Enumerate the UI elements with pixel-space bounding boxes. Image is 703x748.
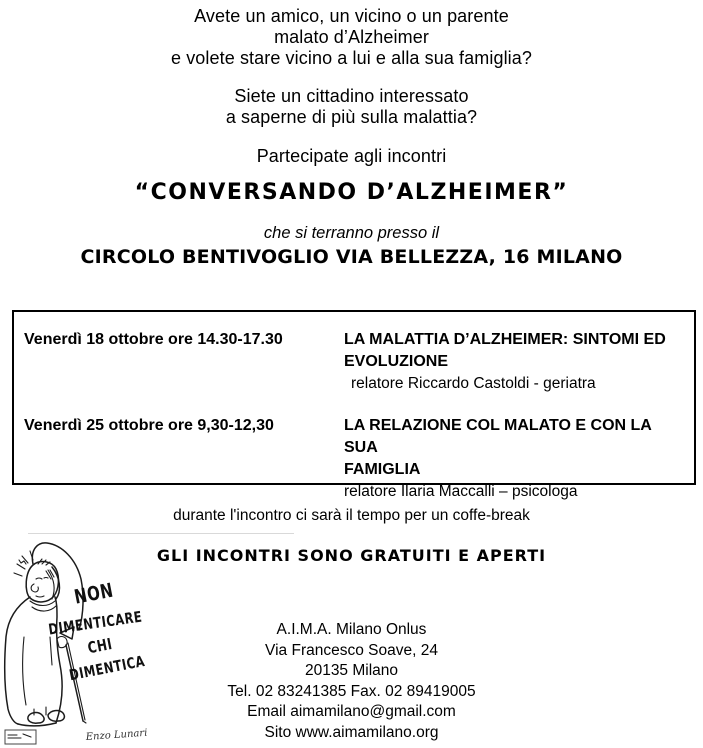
session-topic: [344, 415, 694, 503]
schedule-row: [24, 329, 694, 395]
contact-block: [0, 620, 703, 743]
svg-text:NON: NON: [72, 579, 116, 610]
intro-line: Avete un amico, un vicino o un parente: [194, 6, 509, 26]
participate-line: Partecipate agli incontri: [256, 146, 447, 166]
scan-edge-line: [28, 533, 294, 534]
coffee-break-note: durante l'incontro ci sarà il tempo per un coffe-break: [173, 507, 530, 524]
svg-text:CHI: CHI: [86, 635, 115, 658]
phone-fax-line: Tel. 02 83241385 Fax. 02 89419005: [227, 682, 476, 700]
venue-intro-line: che si terranno presso il: [263, 224, 440, 242]
intro-line: Siete un cittadino interessato: [234, 86, 469, 106]
schedule-row: [24, 415, 694, 503]
website-line: Sito www.aimamilano.org: [264, 723, 439, 741]
intro-block-1: [0, 6, 703, 69]
session-topic: [344, 329, 694, 395]
session-date: Venerdì 25 ottobre ore 9,30-12,30: [24, 417, 274, 434]
intro-line: e volete stare vicino a lui e alla sua famiglia?: [171, 48, 532, 68]
session-date: Venerdì 18 ottobre ore 14.30-17.30: [24, 331, 283, 348]
organization-name: A.I.M.A. Milano Onlus: [276, 621, 427, 638]
venue-line: CIRCOLO BENTIVOGLIO VIA BELLEZZA, 16 MILANO: [80, 246, 623, 268]
intro-line: a saperne di più sulla malattia?: [225, 107, 478, 127]
session-title-line: LA RELAZIONE COL MALATO E CON LA SUA: [344, 417, 652, 456]
svg-text:DIMENTICA: DIMENTICA: [68, 653, 147, 685]
artist-signature: Enzo Lunari: [85, 727, 148, 743]
address-line: Via Francesco Soave, 24: [265, 641, 438, 659]
svg-text:DIMENTICARE: DIMENTICARE: [47, 609, 144, 640]
intro-line: malato d’Alzheimer: [274, 27, 429, 47]
city-line: 20135 Milano: [304, 662, 399, 679]
session-speaker: relatore Ilaria Maccalli – psicologa: [344, 483, 578, 500]
session-title-line: EVOLUZIONE: [344, 353, 449, 370]
session-speaker: relatore Riccardo Castoldi - geriatra: [351, 375, 596, 392]
free-admission-note: GLI INCONTRI SONO GRATUITI E APERTI: [156, 546, 547, 565]
email-line: Email aimamilano@gmail.com: [247, 703, 456, 720]
event-title: “CONVERSANDO D’ALZHEIMER”: [134, 180, 569, 205]
schedule-table: [12, 310, 696, 500]
intro-block-2: [0, 86, 703, 128]
session-title-line: FAMIGLIA: [344, 461, 421, 478]
session-title-line: LA MALATTIA D’ALZHEIMER: SINTOMI ED: [344, 331, 666, 348]
